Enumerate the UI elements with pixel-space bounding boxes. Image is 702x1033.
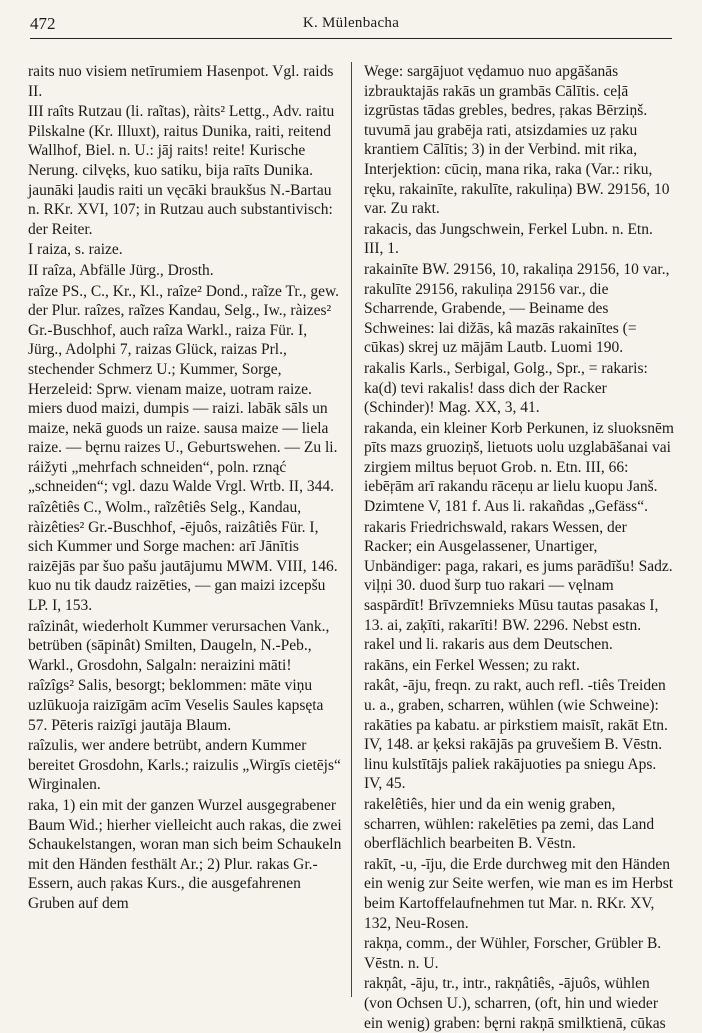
entry-raizinat: raîzinât, wiederholt Kummer verursachen Vank., betrüben (sāpinât) Smilten, Daugeln, N.-Peb., Warkl., Grosdohn, Salgaln: neraizini māti!: [28, 617, 330, 674]
left-column: [28, 62, 343, 997]
entry-II-raiza: II raîza, Abfälle Jürg., Drosth.: [28, 261, 214, 279]
entry-raka: raka, 1) ein mit der ganzen Wurzel ausgegrabener Baum Wid.; hierher vielleicht auch rakas, die zwei Schaukelstangen, woran man sich beim Schaukeln mit den Händen festhält Ar.; 2) Plur. rakas Gr.-Essern, auch ŗakas Kurs., die ausgefahrenen Gruben auf dem: [28, 796, 342, 912]
entry-III-raits: III raîts Rutzau (li. raĩtas), ràits² Lettg., Adv. raitu Pilskalne (Kr. Illuxt), raitus Dunika, raiti, reitend Wallhof, Biel. n. U.: jāj raits! reite! Kurische Nerung. cilvęks, kuo satiku, bija raīts Dunika. jaunāki ļaudis raiti un vęcāki braukšus N.-Bartau n. RKr. XVI, 107; in Rutzau auch substantivisch: der Reiter.: [28, 103, 335, 238]
entry-rakaris: rakaris Friedrichswald, rakars Wessen, der Racker; ein Ausgelassener, Unartiger, Unbändiger: paga, rakari, es jums parādīšu! Sadz. viļņi 30. duod šurp tuo rakari — vęlnam saspārdīt! Brīvzemnieks Mūsu tautas pasakas I, 13. ai, zaķīti, rakarīti! BW. 2296. Nebst estn. rakel und li. rakaris aus dem Deutschen.: [364, 518, 673, 654]
entry-rakat: rakât, -āju, freqn. zu rakt, auch refl. -tiês Treiden u. a., graben, scharren, wühlen (wie Schweine): rakāties pa kabatu. ar pirkstiem maisīt, rakāt Etn. IV, 148. ar ķeksi rakājās pa gruvešiem B. Vēstn. linu kulstītājs paliek rakājuoties pa sniegu Aps. IV, 45.: [364, 677, 668, 793]
entry-raizeties: raîzêtiês C., Wolm., raĩzêtiês Selg., Kandau, ràizêties² Gr.-Buschhof, -ējuôs, raizâtiês Für. I, sich Kummer und Sorge machen: arī Jānītis raizējās par šuo pašu jautājumu MWM. VIII, 146. kuo nu tik daudz raizēties, — gan maizi izcepšu LP. I, 153.: [28, 499, 338, 615]
entry-rakainite: rakainīte BW. 29156, 10, rakaliņa 29156, 10 var., rakulīte 29156, rakuliņa 29156 var., die Scharrende, Grabende, — Beiname des Schweines: lai dižās, kâ mazās rakainītes (= cūkas) skrej uz mājām Lautb. Luomi 190.: [364, 260, 670, 357]
entry-raize: raîze PS., C., Kr., Kl., raîze² Dond., raĩze Tr., gew. der Plur. raîzes, raĩzes Kandau, Selg., Iw., ràizes² Gr.-Buschhof, auch raîza Warkl., raiza Für. I, Jürg., Adolphi 7, raizas Glück, raizas Prl., stechender Schmerz U.; Kummer, Sorge, Herzeleid: Sprw. vienam maize, uotram raize. miers duod maizi, dumpis — raizi. labāk sāls un maize, nekā guods un raize. sausa maize — liela raize. — bęrnu raizes U., Geburtswehen. — Zu li. ráižyti „mehrfach schneiden“, poln. rznąć „schneiden“; vgl. dazu Walde Vrgl. Wrtb. II, 344.: [28, 282, 340, 496]
entry-raizulis: raîzulis, wer andere betrübt, andern Kummer bereitet Grosdohn, Karls.; raizulis „Wirgīs cietējs“ Wirginalen.: [28, 737, 341, 794]
right-column: [364, 62, 674, 1032]
entry-raits-nuo: raits nuo visiem netīrumiem Hasenpot. Vgl. raids II.: [28, 63, 334, 100]
entry-I-raiza: I raiza, s. raize.: [28, 241, 123, 259]
column-divider: [351, 62, 352, 997]
entry-rakacis: rakacis, das Jungschwein, Ferkel Lubn. n. Etn. III, 1.: [364, 220, 653, 258]
entry-rakit: rakīt, -u, -īju, die Erde durchweg mit den Händen ein wenig zur Seite werfen, wie man es im Herbst beim Kartoffelaufnehmen tut Mar. n. RKr. XV, 132, Neu-Rosen.: [364, 855, 674, 932]
entry-raknat: rakņât, -āju, tr., intr., rakņâtiês, -ājuôs, wühlen (von Ochsen U.), scharren, (oft, hin und wieder ein wenig) graben: bęrni rakņā smilktienā, cūkas: [364, 975, 666, 1032]
entry-rakna: rakņa, comm., der Wühler, Forscher, Grübler B. Vēstn. n. U.: [364, 935, 662, 972]
page-number: 472: [30, 14, 56, 33]
entry-rakalis: rakalis Karls., Serbigal, Golg., Spr., = rakaris: ka(d) tevi rakalis! dass dich der Racker (Schinder)! Mag. XX, 3, 41.: [364, 359, 648, 417]
page-header: [30, 14, 672, 39]
entry-rakeleties: rakelêtiês, hier und da ein wenig graben, scharren, wühlen: rakelēties pa zemi, das Land oberflächlich bearbeiten B. Vēstn.: [364, 795, 655, 853]
entry-raka-continued: Wege: sargājuot vędamuo nuo apgāšanās izbrauktajās rakās un grambās Cālītis. ceļā izgrūstas tādas grebles, bedres, ŗakas Bērziņš. tuvumā jau grabēja rati, atsizdamies uz ŗaku krantiem Cālītis; 3) in der Verbind. mit rika, Interjektion: cūciņ, mana rika, raka (Var.: riku, ręku, rakainīte, rakulīte, rakuliņa) BW. 29156, 10 var. Zu rakt.: [364, 63, 670, 218]
entry-raizigs: raîzîgs² Salis, besorgt; beklommen: māte viņu uzlūkuoja raizīgām acīm Veselis Saules kapsęta 57. Pēteris raizīgi jautāja Blaum.: [28, 677, 324, 734]
running-title: K. Mülenbacha: [302, 15, 400, 31]
entry-rakanda: rakanda, ein kleiner Korb Perkunen, iz sluoksnēm pīts mazs gruoziņš, lietuots uolu uzglabāšanai vai zirgiem miltus beŗuot Grob. n. Etn. III, 66: iebēŗām arī rakandu rāceņu ar lielu kuopu Janš. Dzimtene V, 181 f. Aus li. rakañdas „Gefäss“.: [364, 419, 674, 516]
entry-rakans: rakāns, ein Ferkel Wessen; zu rakt.: [364, 656, 580, 674]
